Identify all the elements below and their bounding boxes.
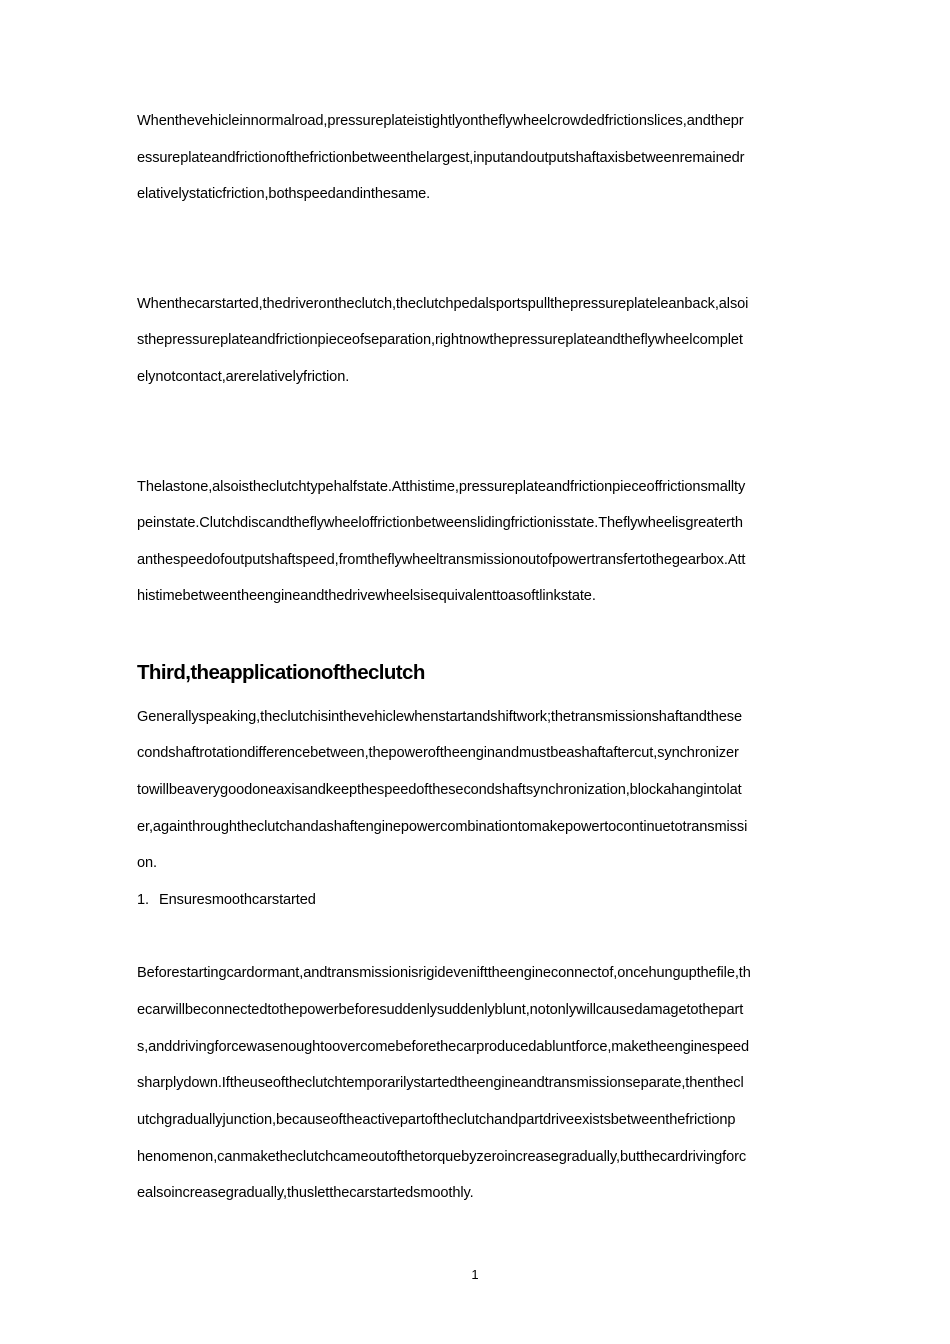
section-heading: Third,theapplicationoftheclutch xyxy=(137,661,425,684)
text-line: histimebetweentheengineandthedrivewheelsisequivalenttoasoftlinkstate. xyxy=(137,588,596,604)
text-line: henomenon,canmaketheclutchcameoutofthetorquebyzeroincreasegradually,butthecardrivingforc xyxy=(137,1149,747,1165)
text-line: utchgraduallyjunction,becauseoftheactivepartoftheclutchandpartdriveexistsbetweenthefrictionp xyxy=(137,1112,736,1128)
text-line: ecarwillbeconnectedtothepowerbeforesuddenlysuddenlyblunt,notonlywillcausedamagetothepart xyxy=(137,1002,744,1018)
text-line: elativelystaticfriction,bothspeedandinthesame. xyxy=(137,186,431,202)
text-line: sthepressureplateandfrictionpieceofseparation,rightnowthepressureplateandtheflywheelcomplet xyxy=(137,332,743,348)
text-line: towillbeaverygoodoneaxisandkeepthespeedofthesecondshaftsynchronization,blockahangintolat xyxy=(137,782,742,798)
text-line: elynotcontact,arerelativelyfriction. xyxy=(137,369,350,385)
text-line: condshaftrotationdifferencebetween,thepoweroftheenginandmustbeashaftaftercut,synchronizer xyxy=(137,745,739,761)
text-line: Generallyspeaking,theclutchisinthevehiclewhenstartandshiftwork;thetransmissionshaftandthese xyxy=(137,709,742,725)
list-item-text: Ensuresmoothcarstarted xyxy=(159,892,316,908)
text-line: ealsoincreasegradually,thusletthecarstartedsmoothly. xyxy=(137,1185,474,1201)
text-line: on. xyxy=(137,855,157,871)
text-line: s,anddrivingforcewasenoughtoovercomebeforethecarproducedabluntforce,maketheenginespeed xyxy=(137,1039,750,1055)
text-line: Whenthecarstarted,thedriverontheclutch,theclutchpedalsportspullthepressureplateleanback,alsoi xyxy=(137,296,749,312)
text-line: sharplydown.Iftheuseoftheclutchtemporarilystartedtheengineandtransmissionseparate,thenthecl xyxy=(137,1075,744,1091)
page-number: 1 xyxy=(471,1267,479,1282)
text-line: essureplateandfrictionofthefrictionbetweenthelargest,inputandoutputshaftaxisbetweenremainedr xyxy=(137,150,745,166)
text-line: er,againthroughtheclutchandashaftenginepowercombinationtomakepowertocontinuetotransmissi xyxy=(137,819,748,835)
text-line: Whenthevehicleinnormalroad,pressureplateistightlyontheflywheelcrowdedfrictionslices,andthepr xyxy=(137,113,744,129)
text-line: peinstate.Clutchdiscandtheflywheeloffrictionbetweenslidingfrictionisstate.Theflywheelisgreaterth xyxy=(137,515,743,531)
list-item-number: 1. xyxy=(137,892,149,908)
text-line: Thelastone,alsoistheclutchtypehalfstate.Atthistime,pressureplateandfrictionpieceoffrictionsmallty xyxy=(137,479,746,495)
text-line: anthespeedofoutputshaftspeed,fromtheflywheeltransmissionoutofpowertransfertothegearbox.Att xyxy=(137,552,746,568)
text-line: Beforestartingcardormant,andtransmissionisrigidevenifttheengineconnectof,oncehungupthefile,th xyxy=(137,965,751,981)
